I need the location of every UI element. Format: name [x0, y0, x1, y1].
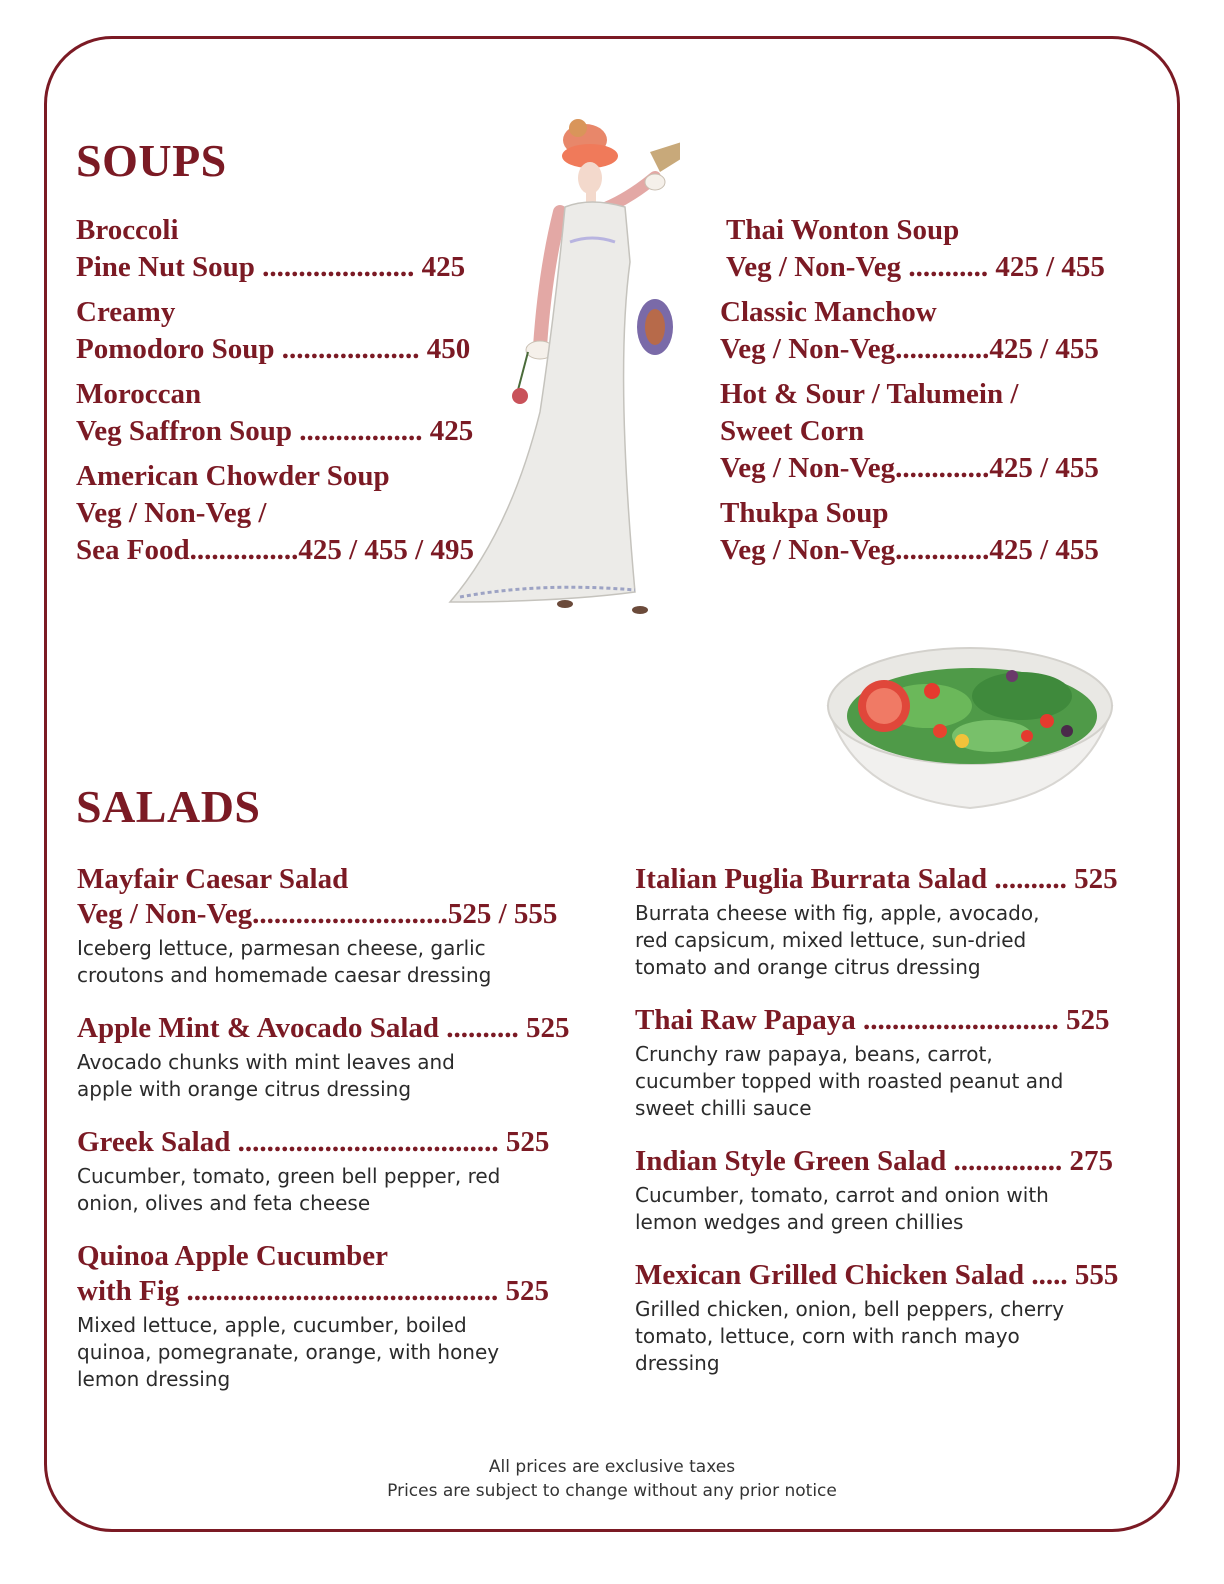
item-price-line: with Fig ........................................... 525 [77, 1275, 550, 1307]
description-line: tomato and orange citrus dressing [635, 955, 981, 979]
item-name: Creamy [76, 296, 176, 328]
description-line: Cucumber, tomato, carrot and onion with [635, 1183, 1049, 1207]
item-price-line: Pine Nut Soup ..................... 425 [76, 251, 466, 283]
item-price-line: Veg / Non-Veg...........................525 / 555 [77, 898, 558, 930]
description-line: onion, olives and feta cheese [77, 1191, 371, 1215]
description-line: lemon dressing [77, 1367, 231, 1391]
item-variant: Veg / Non-Veg / [76, 497, 267, 529]
item-price-line: Veg Saffron Soup ................. 425 [76, 415, 474, 447]
description-line: red capsicum, mixed lettuce, sun-dried [635, 928, 1027, 952]
menu-item [77, 862, 602, 989]
item-price-line: Veg / Non-Veg.............425 / 455 [720, 333, 1099, 365]
menu-item [635, 1258, 1160, 1377]
item-price-line: Indian Style Green Salad ............... 275 [635, 1145, 1114, 1177]
item-price-line: Veg / Non-Veg ........... 425 / 455 [726, 251, 1105, 283]
description-line: quinoa, pomegranate, orange, with honey [77, 1340, 500, 1364]
item-description [77, 935, 602, 989]
menu-item [635, 862, 1160, 981]
description-line: Mixed lettuce, apple, cucumber, boiled [77, 1313, 467, 1337]
item-name: Mayfair Caesar Salad [77, 863, 349, 895]
item-name: Thukpa Soup [720, 497, 889, 529]
item-price-line: Sea Food...............425 / 455 / 495 [76, 534, 474, 566]
menu-item [720, 212, 1150, 286]
menu-item [720, 495, 1150, 569]
description-line: dressing [635, 1351, 720, 1375]
item-name: Quinoa Apple Cucumber [77, 1240, 388, 1272]
description-line: Iceberg lettuce, parmesan cheese, garlic [77, 936, 486, 960]
description-line: lemon wedges and green chillies [635, 1210, 964, 1234]
description-line: croutons and homemade caesar dressing [77, 963, 492, 987]
item-price-line: Veg / Non-Veg.............425 / 455 [720, 452, 1099, 484]
item-name: Broccoli [76, 214, 179, 246]
soups-right-column [720, 212, 1150, 577]
menu-item [635, 1003, 1160, 1122]
item-price-line: Italian Puglia Burrata Salad .......... 525 [635, 863, 1118, 895]
description-line: sweet chilli sauce [635, 1096, 812, 1120]
item-description [635, 1182, 1160, 1236]
footer-note [0, 1455, 1224, 1503]
item-name: Classic Manchow [720, 296, 937, 328]
item-name: American Chowder Soup [76, 460, 390, 492]
lady-illustration [440, 112, 680, 617]
menu-item [635, 1144, 1160, 1236]
item-price-line: Veg / Non-Veg.............425 / 455 [720, 534, 1099, 566]
item-price-line: Greek Salad .................................... 525 [77, 1126, 550, 1158]
salads-right-column [635, 862, 1160, 1399]
item-price-line: Mexican Grilled Chicken Salad ..... 555 [635, 1259, 1119, 1291]
item-description [77, 1312, 602, 1393]
item-name-cont: Sweet Corn [720, 415, 865, 447]
item-price-line: Pomodoro Soup ................... 450 [76, 333, 471, 365]
menu-item [720, 376, 1150, 487]
description-line: apple with orange citrus dressing [77, 1077, 412, 1101]
menu-item [77, 1125, 602, 1217]
menu-item [77, 1239, 602, 1393]
item-description [635, 1041, 1160, 1122]
item-description [77, 1049, 602, 1103]
salads-left-column [77, 862, 602, 1415]
description-line: Grilled chicken, onion, bell peppers, cherry [635, 1297, 1065, 1321]
description-line: Burrata cheese with fig, apple, avocado, [635, 901, 1040, 925]
salad-bowl-illustration [822, 636, 1118, 811]
description-line: Cucumber, tomato, green bell pepper, red [77, 1164, 501, 1188]
salads-heading: SALADS [76, 781, 261, 832]
item-name: Thai Wonton Soup [726, 214, 960, 246]
description-line: Crunchy raw papaya, beans, carrot, [635, 1042, 993, 1066]
soups-heading: SOUPS [76, 135, 227, 186]
item-description [635, 1296, 1160, 1377]
item-description [635, 900, 1160, 981]
price-change-notice: Prices are subject to change without any prior notice [387, 1481, 837, 1501]
menu-item [720, 294, 1150, 368]
item-name: Moroccan [76, 378, 202, 410]
menu-item [77, 1011, 602, 1103]
item-description [77, 1163, 602, 1217]
item-name: Hot & Sour / Talumein / [720, 378, 1019, 410]
description-line: Avocado chunks with mint leaves and [77, 1050, 455, 1074]
description-line: tomato, lettuce, corn with ranch mayo [635, 1324, 1020, 1348]
tax-notice: All prices are exclusive taxes [488, 1457, 736, 1477]
description-line: cucumber topped with roasted peanut and [635, 1069, 1064, 1093]
item-price-line: Thai Raw Papaya ........................... 525 [635, 1004, 1110, 1036]
item-price-line: Apple Mint & Avocado Salad .......... 525 [77, 1012, 570, 1044]
